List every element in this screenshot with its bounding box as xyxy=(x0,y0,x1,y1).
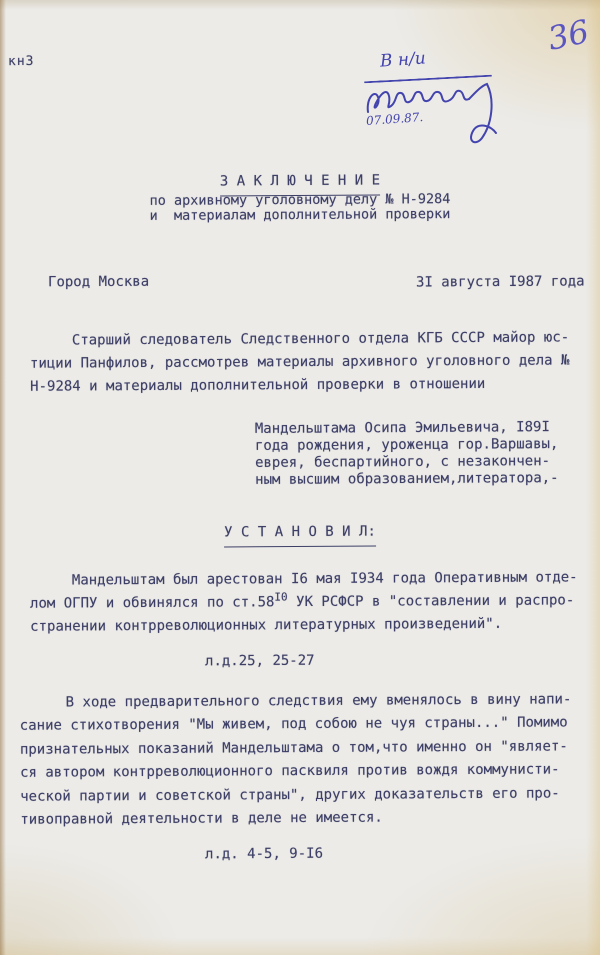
typed-line: Старший следователь Следственного отдела КГБ СССР майор юс- xyxy=(71,329,570,349)
handwritten-resolution: В н/и xyxy=(379,48,427,72)
article-text: лом ОГПУ и обвинялся по ст.58 xyxy=(29,594,275,612)
typed-line: признательных показаний Мандельштама о том,что именно он "являет- xyxy=(19,738,568,758)
typed-line: года рождения, уроженца гор.Варшавы, xyxy=(254,436,559,454)
typed-line: ся автором контрреволюционного пасквиля против вождя коммунисти- xyxy=(20,761,560,781)
typed-line: Мандельштам был арестован I6 мая I934 года Оперативным отде- xyxy=(71,569,578,589)
title-subline-1: по архивному уголовному делу № Н-9284 xyxy=(149,191,451,209)
typed-line: ным высшим образованием,литератора,- xyxy=(255,470,559,488)
finding-paragraph-1 xyxy=(30,566,596,638)
dateline-city: Город Москва xyxy=(47,273,150,291)
typed-line: Мандельштама Осипа Эмильевича, I89I xyxy=(254,419,550,437)
typed-line: ческой партии и советской страны", других доказательств его про- xyxy=(20,785,560,805)
article-superscript: I0 xyxy=(274,590,288,604)
typed-line: странении контрреволюционных литературных произведений". xyxy=(30,615,503,635)
subject-block xyxy=(255,419,559,489)
typed-line: тиции Панфилов, рассмотрев материалы архивного уголовного дела № xyxy=(29,352,570,372)
preamble-paragraph xyxy=(30,326,596,398)
document-title: З А К Л Ю Ч Е Н И Е xyxy=(220,170,380,197)
typed-line: сание стихотворения "Мы живем, под собою не чуя страны..." Помимо xyxy=(19,714,568,735)
sheet-reference-1: л.д.25, 25-27 xyxy=(204,652,315,670)
handwritten-date: 07.09.87. xyxy=(365,110,424,128)
title-subline-2: и материалам дополнительной проверки xyxy=(149,206,451,224)
typed-line: тивоправной деятельности в деле не имеется. xyxy=(20,809,383,828)
typed-line: В ходе предварительного следствия ему вменялось в вину напи- xyxy=(65,691,572,711)
finding-paragraph-2 xyxy=(20,688,596,832)
resolved-heading-block xyxy=(0,519,600,549)
resolved-heading: У С Т А Н О В И Л: xyxy=(224,521,376,548)
typed-line-with-superscript xyxy=(30,589,596,615)
typed-line: Н-9284 и материалы дополнительной проверки в отношении xyxy=(30,375,486,395)
handwritten-page-number: 36 xyxy=(544,12,593,58)
typed-line: еврея, беспартийного, с незакончен- xyxy=(255,453,551,471)
article-text-after: УК РСФСР в "составлении и распро- xyxy=(287,592,575,611)
sheet-reference-2: л.д. 4-5, 9-I6 xyxy=(204,845,324,863)
archive-corner-code: кн3 xyxy=(7,53,35,70)
dateline-date: 3I августа I987 года xyxy=(416,273,586,291)
